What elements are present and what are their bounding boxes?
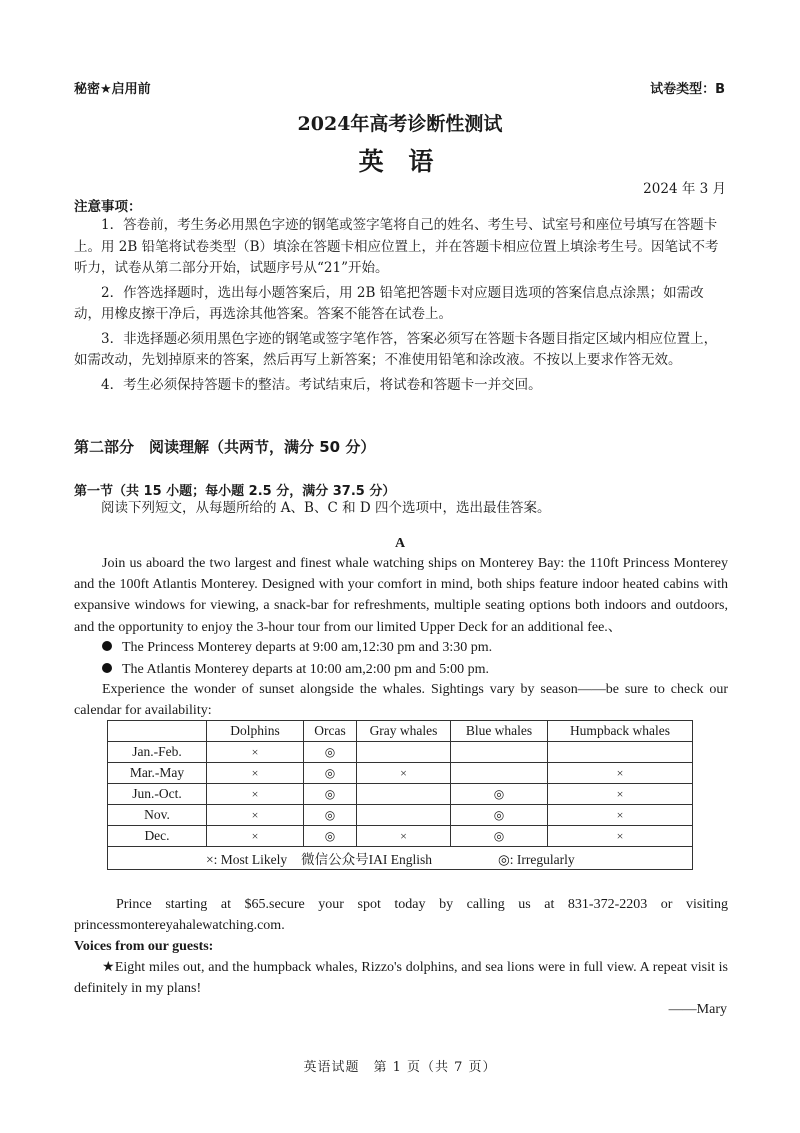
table-cell: Jun.-Oct. <box>108 784 207 805</box>
legend-watermark: 微信公众号IAI English <box>301 852 432 867</box>
notice-list <box>74 215 728 396</box>
table-row <box>108 763 693 784</box>
table-cell <box>548 742 693 763</box>
legend-irregularly: ◎: Irregularly <box>498 852 575 867</box>
table-cell: ◎ <box>304 826 357 847</box>
table-cell: × <box>548 805 693 826</box>
table-cell: × <box>207 763 304 784</box>
table-header: Gray whales <box>357 721 451 742</box>
table-header: Orcas <box>304 721 357 742</box>
table-cell: × <box>207 742 304 763</box>
table-cell <box>357 742 451 763</box>
table-cell: Nov. <box>108 805 207 826</box>
notice-heading: 注意事项： <box>74 199 142 215</box>
table-cell: ◎ <box>451 826 548 847</box>
table-cell: ◎ <box>451 784 548 805</box>
table-cell: Mar.-May <box>108 763 207 784</box>
exam-date: 2024 年 3 月 <box>643 181 726 197</box>
paper-type-label: 试卷类型：B <box>650 82 725 97</box>
subject-title: 英 语 <box>358 147 442 176</box>
legend-most-likely: ×: Most Likely <box>206 852 288 867</box>
table-header: Humpback whales <box>548 721 693 742</box>
table-cell: Jan.-Feb. <box>108 742 207 763</box>
secret-label: 秘密★启用前 <box>74 82 151 97</box>
table-row <box>108 784 693 805</box>
table-header <box>108 721 207 742</box>
table-cell: × <box>207 784 304 805</box>
exam-title: 2024年高考诊断性测试 <box>297 113 503 135</box>
table-header-row <box>108 721 693 742</box>
table-cell: ◎ <box>304 784 357 805</box>
table-cell: × <box>207 805 304 826</box>
table-cell <box>357 805 451 826</box>
part2-title: 第二部分 阅读理解（共两节，满分 50 分） <box>74 438 376 456</box>
schedule-text: The Atlantis Monterey departs at 10:00 am,2:00 pm and 5:00 pm. <box>122 662 490 677</box>
table-row <box>108 826 693 847</box>
schedule-bullet <box>102 659 489 680</box>
passage-intro: Join us aboard the two largest and finest whale watching ships on Monterey Bay: the 110ft Princess Monterey and the 100ft Atlantis Monterey. Designed with your comfort in mind, both ships feature indoor heated cabins with expansive windows for viewing, a snack-bar for refreshments, multiple seating options both indoors and outdoors, and the opportunity to enjoy the 3-hour tour from our limited Upper Deck for an additional fee.、 <box>74 556 728 635</box>
table-cell <box>357 784 451 805</box>
table-cell: × <box>357 826 451 847</box>
table-cell: Dec. <box>108 826 207 847</box>
bullet-icon <box>102 641 112 651</box>
section1-instruction: 阅读下列短文，从每题所给的 A、B、C 和 D 四个选项中，选出最佳答案。 <box>101 500 551 516</box>
table-cell: × <box>207 826 304 847</box>
table-cell: ◎ <box>304 763 357 784</box>
notice-item: 3．非选择题必须用黑色字迹的钢笔或签字笔作答，答案必须写在答题卡各题目指定区域内相应位置上，如需改动，先划掉原来的答案，然后再写上新答案；不准使用铅笔和涂改液。不按以上要求作答无效。 <box>74 330 718 368</box>
table-header: Dolphins <box>207 721 304 742</box>
table-row <box>108 805 693 826</box>
table-legend-row <box>108 847 693 870</box>
notice-item: 1．答卷前，考生务必用黑色字迹的钢笔或签字笔将自己的姓名、考生号、试室号和座位号填写在答题卡上。用 2B 铅笔将试卷类型（B）填涂在答题卡相应位置上，并在答题卡相应位置上填涂考生号。因笔试不考听力，试卷从第二部分开始，试题序号从“21”开始。 <box>74 217 719 276</box>
review-signature: ——Mary <box>668 1002 727 1017</box>
table-cell: × <box>548 826 693 847</box>
table-legend <box>108 847 693 870</box>
table-cell: ◎ <box>304 742 357 763</box>
bullet-icon <box>102 663 112 673</box>
notice-item: 4．考生必须保持答题卡的整洁。考试结束后，将试卷和答题卡一并交回。 <box>101 376 542 393</box>
table-cell: ◎ <box>451 805 548 826</box>
passage-label: A <box>394 536 406 551</box>
guest-review: ★Eight miles out, and the humpback whales, Rizzo's dolphins, and sea lions were in full view. A repeat visit is definitely in my plans! <box>74 960 728 997</box>
table-cell: × <box>357 763 451 784</box>
table-cell: ◎ <box>304 805 357 826</box>
table-row <box>108 742 693 763</box>
price-paragraph: Prince starting at $65.secure your spot today by calling us at 831-372-2203 or visiting princessmontereyahalewatching.com. <box>74 897 728 934</box>
voices-heading: Voices from our guests: <box>74 939 214 954</box>
sunset-paragraph: Experience the wonder of sunset alongside the whales. Sightings vary by season——be sure to check our calendar for availability: <box>74 682 728 719</box>
schedule-bullet <box>102 637 492 658</box>
table-cell <box>451 742 548 763</box>
section1-title: 第一节（共 15 小题；每小题 2.5 分，满分 37.5 分） <box>74 484 396 499</box>
page-footer: 英语试题 第 1 页（共 7 页） <box>303 1060 497 1075</box>
table-header: Blue whales <box>451 721 548 742</box>
sighting-calendar <box>107 720 693 870</box>
schedule-text: The Princess Monterey departs at 9:00 am,12:30 pm and 3:30 pm. <box>122 640 493 655</box>
notice-item: 2．作答选择题时，选出每小题答案后，用 2B 铅笔把答题卡对应题目选项的答案信息点涂黑；如需改动，用橡皮擦干净后，再选涂其他答案。答案不能答在试卷上。 <box>74 284 704 322</box>
table-cell: × <box>548 763 693 784</box>
table-cell <box>451 763 548 784</box>
table-cell: × <box>548 784 693 805</box>
